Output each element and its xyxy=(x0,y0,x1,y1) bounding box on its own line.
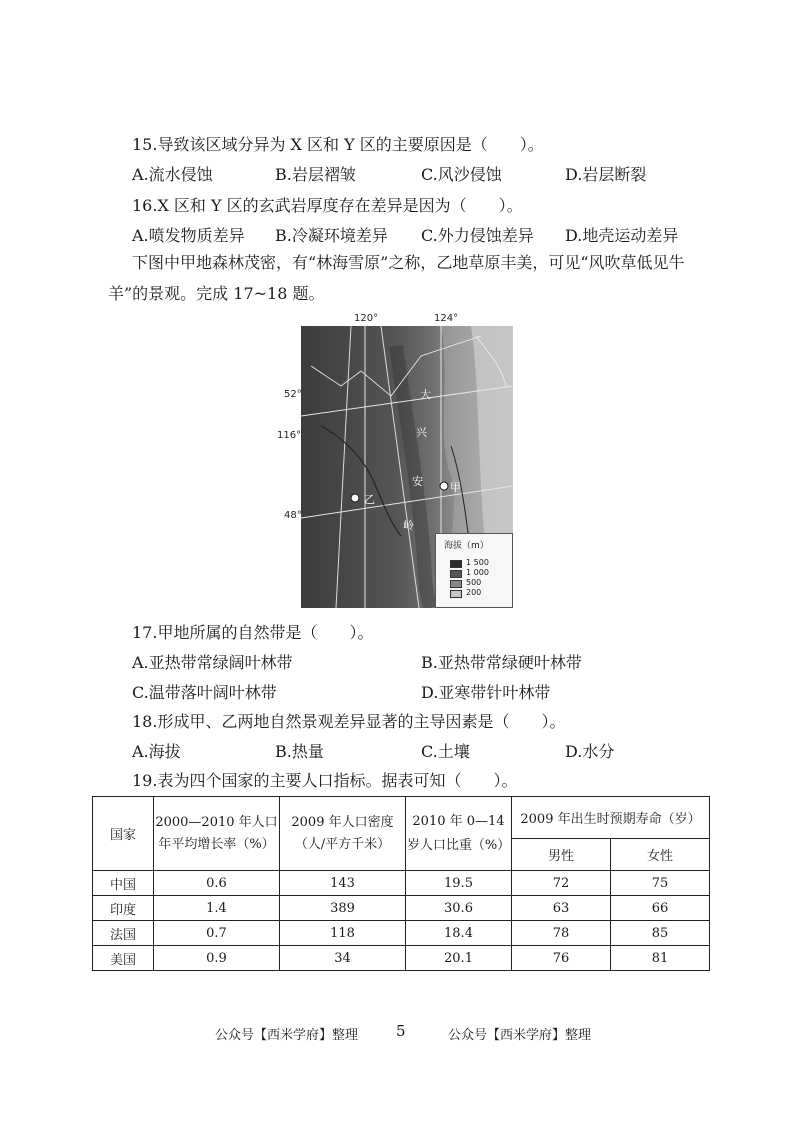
table-row xyxy=(93,921,710,946)
legend-swatch-200 xyxy=(450,590,462,598)
cell-country: 印度 xyxy=(93,896,154,921)
place-yi: 乙 xyxy=(364,493,375,506)
q16-option-d: D.地壳运动差异 xyxy=(565,226,679,245)
place-jia: 甲 xyxy=(450,481,461,494)
cell-growth: 0.7 xyxy=(154,921,280,946)
lat-label-48: 48° xyxy=(284,510,302,521)
cell-child: 18.4 xyxy=(406,921,512,946)
intro-paragraph xyxy=(108,247,708,309)
legend-title: 海拔（m） xyxy=(444,541,489,551)
header-country: 国家 xyxy=(93,797,154,871)
q16-stem: 16.X 区和 Y 区的玄武岩厚度存在差异是因为（ ）。 xyxy=(132,196,523,215)
cell-growth: 0.6 xyxy=(154,871,280,896)
cell-density: 143 xyxy=(280,871,406,896)
range-char-2: 兴 xyxy=(416,426,427,439)
legend-swatch-1500 xyxy=(450,560,462,568)
lat-label-52: 52° xyxy=(284,389,302,400)
cell-child: 30.6 xyxy=(406,896,512,921)
legend-label-1000: 1 000 xyxy=(466,568,489,577)
cell-growth: 1.4 xyxy=(154,896,280,921)
footer-right: 公众号【西米学府】整理 xyxy=(448,1028,592,1043)
q15-stem: 15.导致该区域分异为 X 区和 Y 区的主要原因是（ ）。 xyxy=(132,135,544,154)
lon-label-120: 120° xyxy=(354,313,379,324)
header-growth: 2000—2010 年人口年平均增长率（%） xyxy=(154,797,280,871)
intro-text: 下图中甲地森林茂密，有“林海雪原”之称，乙地草原丰美，可见“风吹草低见牛羊”的景观。完成 17~18 题。 xyxy=(108,253,685,303)
legend-swatch-1000 xyxy=(450,570,462,578)
q18-option-c: C.土壤 xyxy=(421,742,470,761)
q17-option-d: D.亚寒带针叶林带 xyxy=(421,683,551,702)
q18-option-d: D.水分 xyxy=(565,742,615,761)
header-child-share: 2010 年 0—14 岁人口比重（%） xyxy=(406,797,512,871)
cell-child: 20.1 xyxy=(406,946,512,971)
legend-label-200: 200 xyxy=(466,588,482,597)
cell-male: 76 xyxy=(512,946,611,971)
cell-female: 75 xyxy=(611,871,710,896)
q16-option-a: A.喷发物质差异 xyxy=(132,226,245,245)
legend-label-1500: 1 500 xyxy=(466,558,489,567)
map-legend xyxy=(435,533,513,608)
legend-swatch-500 xyxy=(450,580,462,588)
cell-male: 63 xyxy=(512,896,611,921)
header-density: 2009 年人口密度（人/平方千米） xyxy=(280,797,406,871)
header-female: 女性 xyxy=(611,839,710,871)
q15-option-d: D.岩层断裂 xyxy=(565,165,647,184)
page-number: 5 xyxy=(396,1022,406,1040)
q19-stem: 19.表为四个国家的主要人口指标。据表可知（ ）。 xyxy=(132,771,518,790)
cell-female: 85 xyxy=(611,921,710,946)
cell-density: 118 xyxy=(280,921,406,946)
cell-density: 34 xyxy=(280,946,406,971)
table-row xyxy=(93,946,710,971)
q17-option-a: A.亚热带常绿阔叶林带 xyxy=(132,653,293,672)
q15-option-a: A.流水侵蚀 xyxy=(132,165,213,184)
legend-label-500: 500 xyxy=(466,578,482,587)
q17-option-b: B.亚热带常绿硬叶林带 xyxy=(421,653,582,672)
cell-female: 66 xyxy=(611,896,710,921)
range-char-4: 岭 xyxy=(403,519,414,532)
cell-child: 19.5 xyxy=(406,871,512,896)
cell-country: 美国 xyxy=(93,946,154,971)
cell-female: 81 xyxy=(611,946,710,971)
cell-density: 389 xyxy=(280,896,406,921)
footer-left: 公众号【西米学府】整理 xyxy=(215,1028,359,1043)
lon-label-124: 124° xyxy=(434,313,459,324)
header-male: 男性 xyxy=(512,839,611,871)
q15-option-c: C.风沙侵蚀 xyxy=(421,165,502,184)
q15-option-b: B.岩层褶皱 xyxy=(275,165,356,184)
cell-male: 72 xyxy=(512,871,611,896)
q16-option-b: B.冷凝环境差异 xyxy=(275,226,388,245)
range-char-3: 安 xyxy=(412,475,423,488)
header-life-expectancy: 2009 年出生时预期寿命（岁） xyxy=(512,797,710,839)
range-char-1: 大 xyxy=(420,388,431,401)
population-table xyxy=(92,796,710,971)
q16-option-c: C.外力侵蚀差异 xyxy=(421,226,534,245)
q17-option-c: C.温带落叶阔叶林带 xyxy=(132,683,277,702)
cell-country: 中国 xyxy=(93,871,154,896)
q18-stem: 18.形成甲、乙两地自然景观差异显著的主导因素是（ ）。 xyxy=(132,712,566,731)
q18-option-a: A.海拔 xyxy=(132,742,181,761)
table-row xyxy=(93,896,710,921)
cell-growth: 0.9 xyxy=(154,946,280,971)
cell-male: 78 xyxy=(512,921,611,946)
q18-option-b: B.热量 xyxy=(275,742,324,761)
q17-stem: 17.甲地所属的自然带是（ ）。 xyxy=(132,623,374,642)
table-row xyxy=(93,871,710,896)
lon-label-116: 116° xyxy=(277,430,302,441)
cell-country: 法国 xyxy=(93,921,154,946)
